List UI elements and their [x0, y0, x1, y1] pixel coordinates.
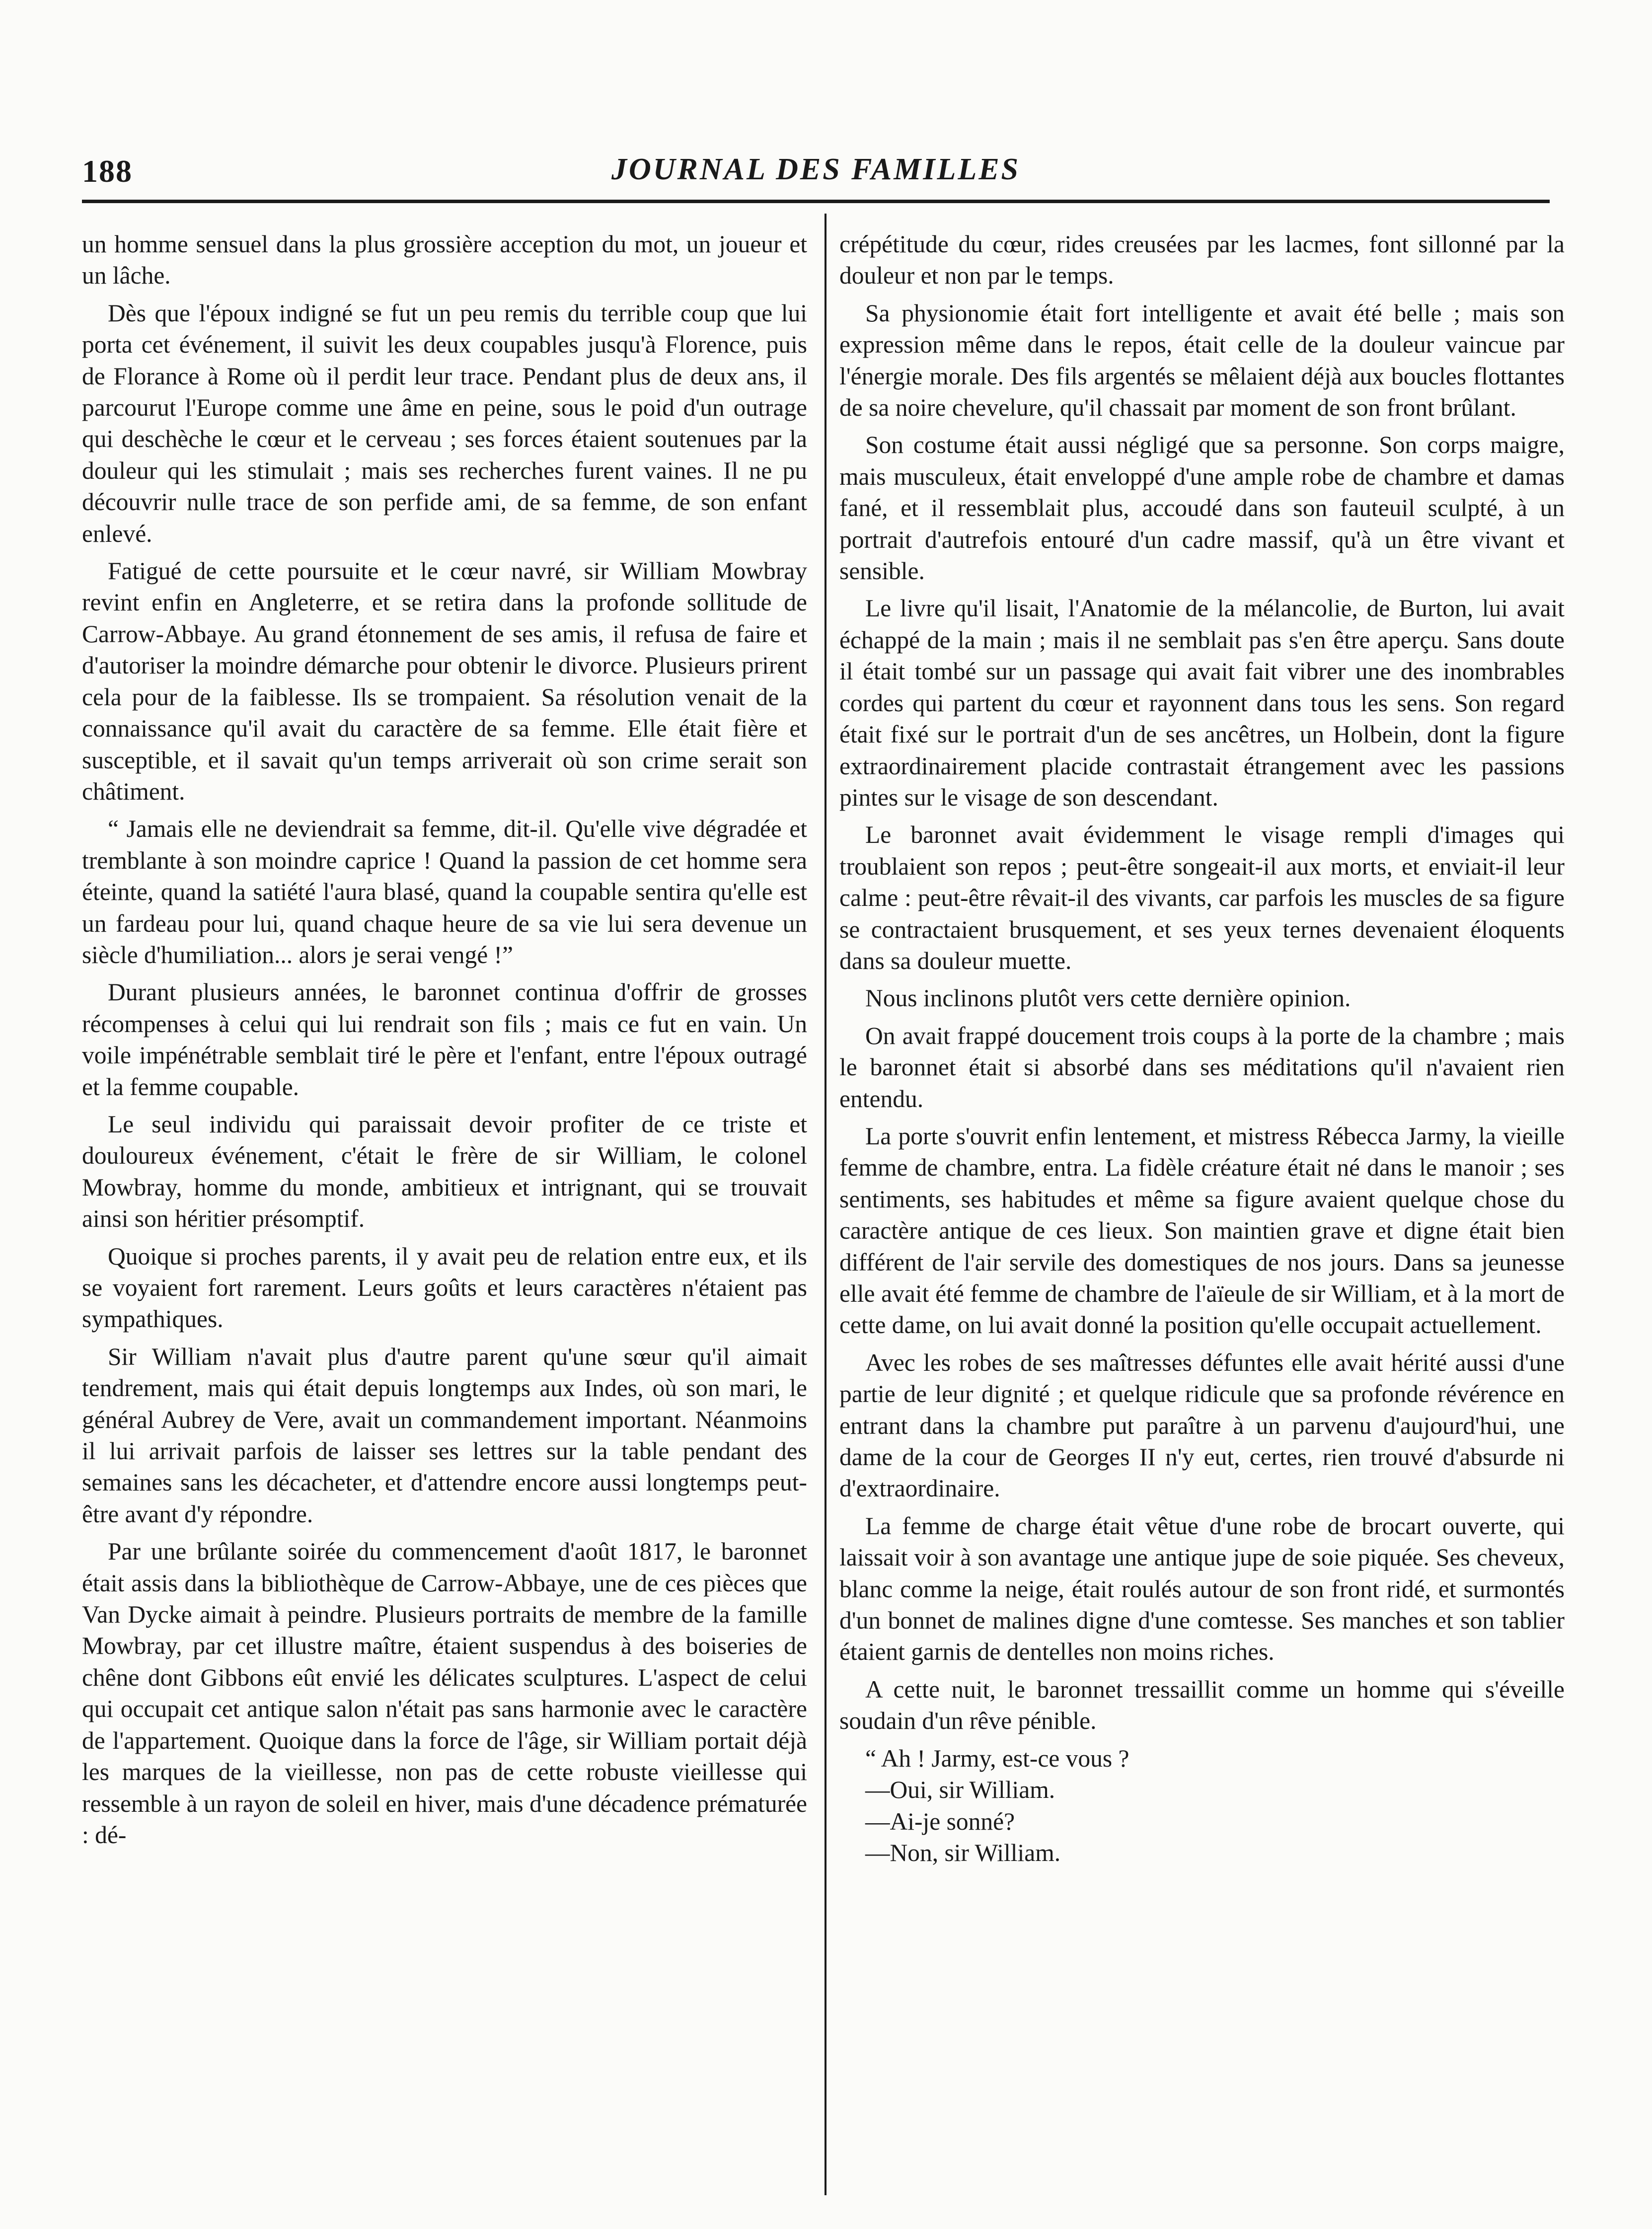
- paragraph: Son costume était aussi négligé que sa personne. Son corps maigre, mais musculeux, était enveloppé d'une ample robe de chambre et damas fané, et il ressemblait plus, accoudé dans son fauteuil sculpté, à un portrait d'autrefois entouré d'un cadre massif, qu'à un être vivant et sensible.: [839, 431, 1565, 585]
- paragraph: Le seul individu qui paraissait devoir profiter de ce triste et douloureux événement, c'était le frère de sir William, le colonel Mowbray, homme du monde, ambitieux et intrignant, qui se trouvait ainsi son héritier présomptif.: [82, 1110, 807, 1233]
- paragraph: La femme de charge était vêtue d'une robe de brocart ouverte, qui laissait voir à son avantage une antique jupe de soie piquée. Ses cheveux, blanc comme la neige, était roulés autour de son front ridé, et surmontés d'un bonnet de malines digne d'une comtesse. Ses manches et son tablier étaient garnis de dentelles non moins riches.: [839, 1512, 1565, 1666]
- dialogue-line: —Ai-je sonné?: [865, 1807, 1015, 1835]
- page-header: [82, 149, 1550, 204]
- running-title: JOURNAL DES FAMILLES: [611, 152, 1021, 186]
- dialogue-line: “ Ah ! Jarmy, est-ce vous ?: [865, 1744, 1129, 1772]
- paragraph: “ Jamais elle ne deviendrait sa femme, dit-il. Qu'elle vive dégradée et tremblante à son moindre caprice ! Quand la passion de cet homme sera éteinte, quand la satiété l'aura blasé, quand la coupable sentira qu'elle est un fardeau pour lui, quand chaque heure de sa vie lui sera devenue un siècle d'humiliation... alors je serai vengé !”: [82, 815, 807, 968]
- paragraph: Sa physionomie était fort intelligente et avait été belle ; mais son expression même dans le repos, était celle de la douleur vaincue par l'énergie morale. Des fils argentés se mêlaient déjà aux boucles flottantes de sa noire chevelure, qu'il chassait par moment de son front brûlant.: [839, 299, 1565, 422]
- header-rule: [82, 200, 1550, 203]
- dialogue-line: —Non, sir William.: [865, 1839, 1061, 1866]
- right-column: [839, 228, 1565, 2195]
- paragraph: Durant plusieurs années, le baronnet continua d'offrir de grosses récompenses à celui qui lui rendrait son fils ; mais ce fut en vain. Un voile impénétrable semblait tiré le père et l'enfant, entre l'époux outragé et la femme coupable.: [82, 978, 807, 1101]
- paragraph: La porte s'ouvrit enfin lentement, et mistress Rébecca Jarmy, la vieille femme de chambre, entra. La fidèle créature était né dans le manoir ; ses sentiments, ses habitudes et même sa figure avaient quelque chose du caractère antique de ces lieux. Son maintien grave et digne était bien différent de l'air servile des domestiques de nos jours. Dans sa jeunesse elle avait été femme de chambre de l'aïeule de sir William, et à la mort de cette dame, on lui avait donné la position qu'elle occupait actuellement.: [839, 1122, 1565, 1339]
- paragraph: Quoique si proches parents, il y avait peu de relation entre eux, et ils se voyaient fort rarement. Leurs goûts et leurs caractères n'étaient pas sympathiques.: [82, 1242, 807, 1333]
- left-column: [82, 228, 807, 2195]
- paragraph: un homme sensuel dans la plus grossière acception du mot, un joueur et un lâche.: [82, 230, 807, 290]
- dialogue-line: —Oui, sir William.: [865, 1776, 1055, 1804]
- paragraph: Avec les robes de ses maîtresses défuntes elle avait hérité aussi d'une partie de leur dignité ; et quelque ridicule que sa profonde révérence en entrant dans la chambre put paraître à un parvenu d'aujourd'hui, une dame de la cour de Georges II n'y eut, certes, rien trouvé d'absurde ni d'extraordinaire.: [839, 1348, 1565, 1502]
- paragraph: Le livre qu'il lisait, l'Anatomie de la mélancolie, de Burton, lui avait échappé de la main ; mais il ne semblait pas s'en être aperçu. Sans doute il était tombé sur un passage qui avait fait vibrer une des inombrables cordes qui partent du cœur et rayonnent dans tous les sens. Son regard était fixé sur le portrait d'un de ses ancêtres, un Holbein, dont la figure extraordinairement placide contrastait étrangement avec les passions pintes sur le visage de son descendant.: [839, 594, 1565, 811]
- paragraph: Fatigué de cette poursuite et le cœur navré, sir William Mowbray revint enfin en Angleterre, et se retira dans la profonde sollitude de Carrow-Abbaye. Au grand étonnement de ses amis, il refusa de faire et d'autoriser la moindre démarche pour obtenir le divorce. Plusieurs prirent cela pour de la faiblesse. Ils se trompaient. Sa résolution venait de la connaissance qu'il avait du caractère de sa femme. Elle était fière et susceptible, et il savait qu'un temps arriverait où son crime serait son châtiment.: [82, 557, 807, 805]
- page-number: 188: [82, 153, 133, 189]
- paragraph: crépétitude du cœur, rides creusées par les lacmes, font sillonné par la douleur et non par le temps.: [839, 230, 1565, 290]
- paragraph: Le baronnet avait évidemment le visage rempli d'images qui troublaient son repos ; peut-être songeait-il aux morts, et enviait-il leur calme : peut-être rêvait-il des vivants, car parfois les muscles de sa figure se contractaient brusquement, et ses yeux ternes devenaient éloquents dans sa douleur muette.: [839, 821, 1565, 974]
- paragraph: A cette nuit, le baronnet tressaillit comme un homme qui s'éveille soudain d'un rêve pénible.: [839, 1675, 1565, 1735]
- column-divider: [825, 214, 826, 2195]
- paragraph: Dès que l'époux indigné se fut un peu remis du terrible coup que lui porta cet événement, il suivit les deux coupables jusqu'à Florence, puis de Florance à Rome où il perdit leur trace. Pendant plus de deux ans, il parcourut l'Europe comme une âme en peine, sous le poid d'un outrage qui deschèche le cœur et le cerveau ; ses forces étaient soutenues par la douleur qui les stimulait ; mais ses recherches furent vaines. Il ne pu découvrir nulle trace de son perfide ami, de sa femme, de son enfant enlevé.: [82, 299, 807, 547]
- paragraph: Nous inclinons plutôt vers cette dernière opinion.: [865, 984, 1351, 1012]
- paragraph: Par une brûlante soirée du commencement d'août 1817, le baronnet était assis dans la bibliothèque de Carrow-Abbaye, une de ces pièces que Van Dycke aimait à peindre. Plusieurs portraits de membre de la famille Mowbray, par cet illustre maître, étaient suspendus à des boiseries de chêne dont Gibbons eût envié les délicates sculptures. L'aspect de celui qui occupait cet antique salon n'était pas sans harmonie avec le caractère de l'appartement. Quoique dans la force de l'âge, sir William portait déjà les marques de la vieillesse, non pas de cette robuste vieillesse qui ressemble à un rayon de soleil en hiver, mais d'une décadence prématurée : dé-: [82, 1538, 807, 1849]
- paragraph: On avait frappé doucement trois coups à la porte de la chambre ; mais le baronnet était si absorbé dans ses méditations qu'il n'avaient rien entendu.: [839, 1022, 1565, 1113]
- paragraph: Sir William n'avait plus d'autre parent qu'une sœur qu'il aimait tendrement, mais qui était depuis longtemps aux Indes, où son mari, le général Aubrey de Vere, avait un commandement important. Néanmoins il lui arrivait parfois de laisser ses lettres sur la table pendant des semaines sans les décacheter, et d'attendre encore aussi longtemps peut-être avant d'y répondre.: [82, 1342, 807, 1528]
